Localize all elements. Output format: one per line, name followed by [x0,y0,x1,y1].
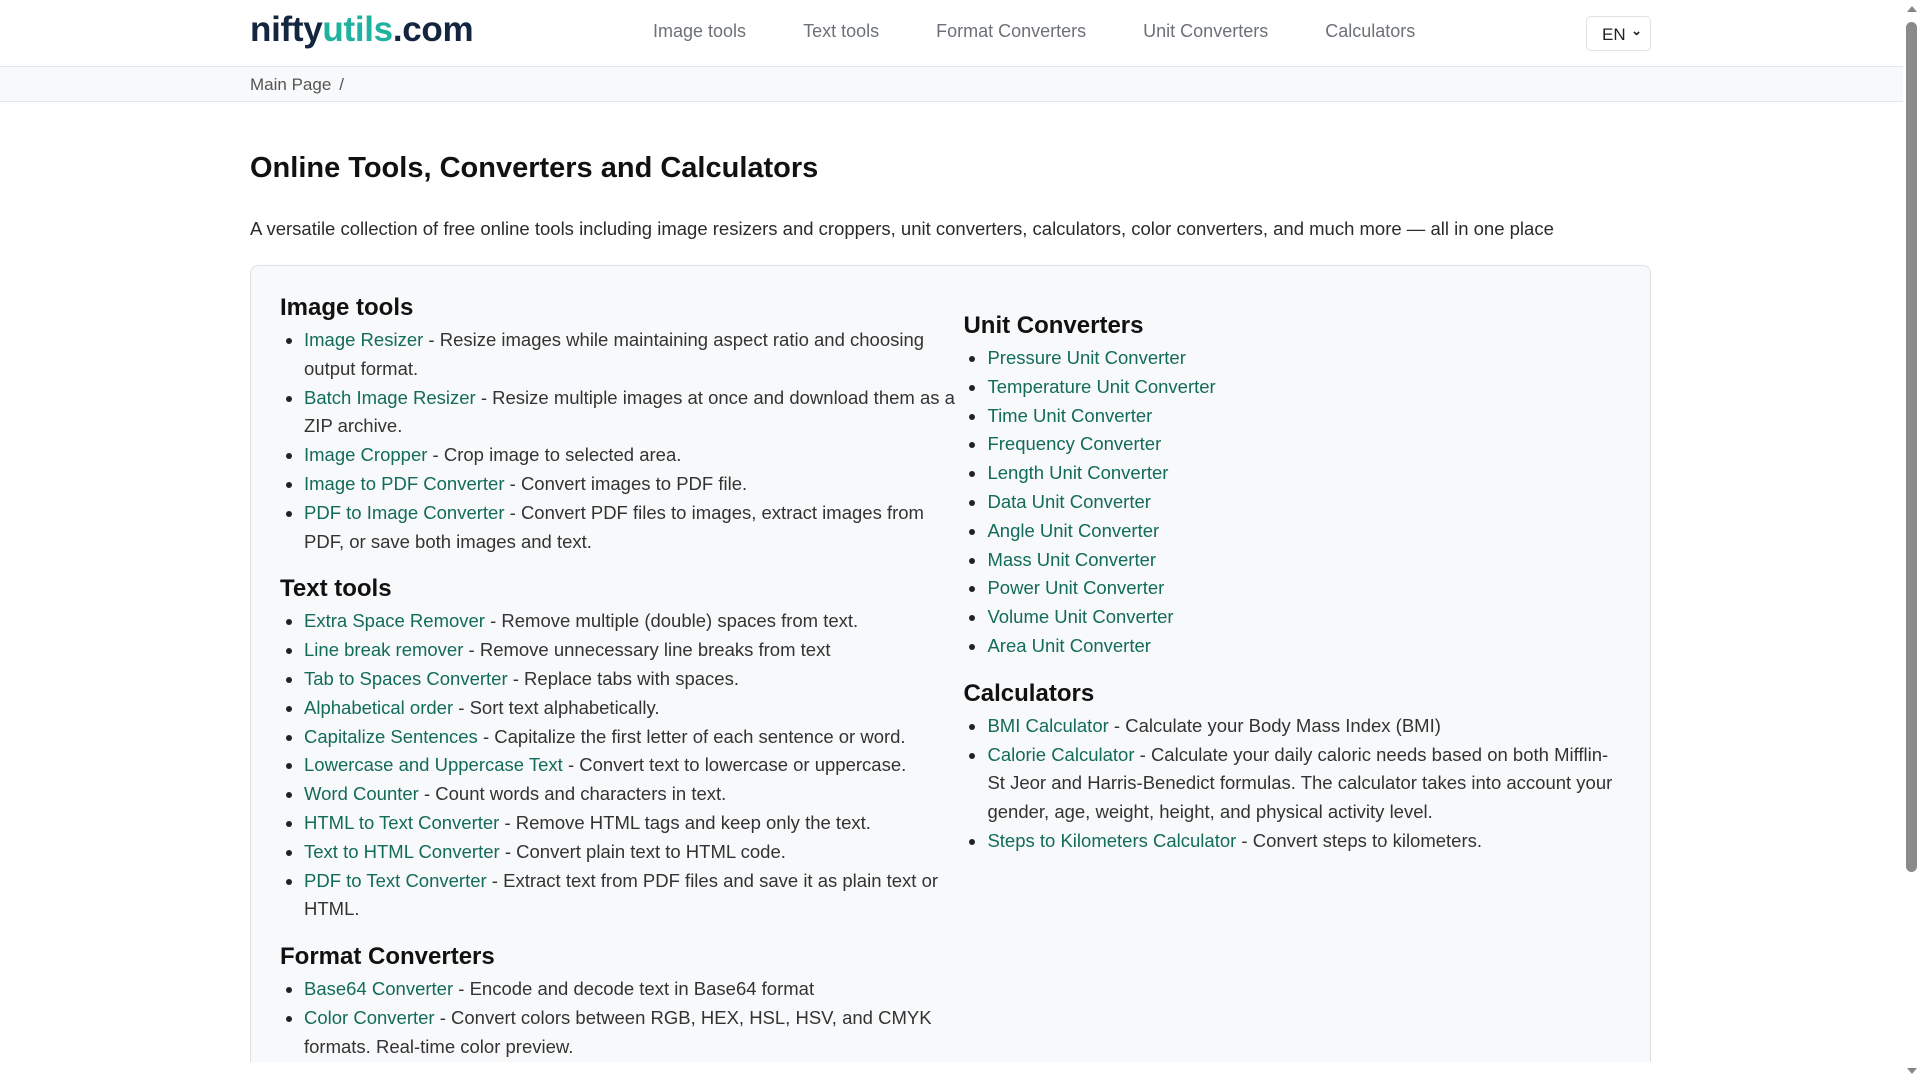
list-item [304,723,963,752]
tool-link-angle-unit-converter[interactable]: Angle Unit Converter [987,519,1160,541]
list-item [987,430,1621,459]
nav-format-converters[interactable]: Format Converters [936,21,1087,41]
tool-link-mass-unit-converter[interactable]: Mass Unit Converter [987,548,1157,570]
tool-link-volume-unit-converter[interactable]: Volume Unit Converter [987,606,1174,628]
section-heading: Format Converters [280,943,495,971]
tool-link-html-to-text-converter[interactable]: HTML to Text Converter [304,811,500,833]
tool-link-pdf-to-image-converter[interactable]: PDF to Image Converter [304,501,505,523]
section-calculators [963,680,1621,856]
tools-card [250,265,1651,1062]
list-item [987,574,1621,603]
tool-link-base64-converter[interactable]: Base64 Converter [304,978,454,1000]
list-item [304,780,963,809]
tool-description: - Sort text alphabetically. [453,696,660,718]
tool-description: - Resize multiple images at once and download them as a ZIP archive. [304,386,955,437]
list-item [304,838,963,867]
tool-link-temperature-unit-converter[interactable]: Temperature Unit Converter [987,375,1216,397]
breadcrumb [0,67,1903,102]
tool-description: - Resize images while maintaining aspect ratio and choosing output format. [304,329,925,379]
list-item [987,344,1621,373]
list-item [987,741,1621,827]
main-nav [653,21,1415,42]
tool-link-batch-image-resizer[interactable]: Batch Image Resizer [304,386,476,408]
tool-description: - Convert colors between RGB, HEX, HSL, HSV, and CMYK formats. Real-time color preview. [304,1006,932,1057]
section-heading: Image tools [280,294,414,321]
tool-list [280,975,963,1061]
tool-link-frequency-converter[interactable]: Frequency Converter [987,433,1162,455]
list-item [987,827,1621,856]
tool-description: - Crop image to selected area. [427,444,682,466]
left-column [280,294,963,1062]
tool-description: - Remove multiple (double) spaces from text. [484,610,859,632]
tool-description: - Remove HTML tags and keep only the text. [499,811,871,833]
list-item [987,488,1621,517]
list-item [987,402,1621,431]
language-select[interactable] [1586,16,1651,51]
list-item [304,867,963,925]
list-item [304,499,963,557]
tool-description: - Capitalize the first letter of each sentence or word. [477,725,906,747]
scrollbar[interactable] [1903,0,1920,1080]
tool-link-data-unit-converter[interactable]: Data Unit Converter [987,490,1151,512]
page-title: Online Tools, Converters and Calculators [250,152,819,184]
logo-accent: utils [322,10,393,49]
tool-link-tab-to-spaces-converter[interactable]: Tab to Spaces Converter [304,667,508,689]
list-item [304,665,963,694]
section-image-tools [280,294,963,556]
tool-description: - Convert plain text to HTML code. [499,840,786,862]
tool-link-lowercase-and-uppercase-text[interactable]: Lowercase and Uppercase Text [304,754,563,776]
section-text-tools [280,575,963,924]
tool-list [963,344,1621,661]
tool-link-image-to-pdf-converter[interactable]: Image to PDF Converter [304,472,505,494]
tool-link-calorie-calculator[interactable]: Calorie Calculator [987,743,1135,765]
tool-description: - Extract text from PDF files and save it as plain text or HTML. [304,869,939,920]
list-item [304,1004,963,1062]
tool-link-alphabetical-order[interactable]: Alphabetical order [304,696,454,718]
nav-calculators[interactable]: Calculators [1325,21,1416,41]
section-unit-converters [963,312,1621,661]
list-item [304,441,963,470]
tool-link-bmi-calculator[interactable]: BMI Calculator [987,714,1109,736]
logo-part: .com [392,10,474,49]
nav-unit-converters[interactable]: Unit Converters [1143,21,1269,41]
breadcrumb-separator: / [339,75,345,94]
tool-link-area-unit-converter[interactable]: Area Unit Converter [987,634,1151,656]
tool-link-length-unit-converter[interactable]: Length Unit Converter [987,462,1169,484]
tool-description: - Remove unnecessary line breaks from text [463,639,831,661]
list-item [304,809,963,838]
section-format-converters [280,943,963,1061]
list-item [987,712,1621,741]
tool-link-pdf-to-text-converter[interactable]: PDF to Text Converter [304,869,487,891]
tool-description: - Calculate your Body Mass Index (BMI) [1108,714,1441,736]
list-item [987,632,1621,661]
list-item [304,694,963,723]
tool-description: - Calculate your daily caloric needs based on both Mifflin-St Jeor and Harris-Benedict formulas. The calculator takes into account your gender, age, weight, height, and physical activity level. [987,743,1613,823]
list-item [987,459,1621,488]
list-item [987,603,1621,632]
list-item [304,975,963,1004]
tool-description: - Count words and characters in text. [418,783,727,805]
list-item [304,470,963,499]
tool-link-image-cropper[interactable]: Image Cropper [304,444,428,466]
scroll-up-icon[interactable] [1907,6,1917,12]
chevron-down-icon: ⌄ [1631,23,1642,38]
tool-description: - Encode and decode text in Base64 format [453,978,815,1000]
nav-text-tools[interactable]: Text tools [803,21,880,41]
logo-part: nifty [250,10,323,49]
tool-link-word-counter[interactable]: Word Counter [304,783,419,805]
tool-link-extra-space-remover[interactable]: Extra Space Remover [304,610,485,632]
nav-image-tools[interactable]: Image tools [653,21,747,41]
tool-list [963,712,1621,856]
list-item [304,607,963,636]
header [0,0,1903,67]
tool-link-text-to-html-converter[interactable]: Text to HTML Converter [304,840,500,862]
tool-list [280,607,963,924]
tool-link-time-unit-converter[interactable]: Time Unit Converter [987,404,1153,426]
page-description: A versatile collection of free online tools including image resizers and croppers, unit converters, calculators, color converters, and much more — all in one place [250,218,1554,239]
tool-description: - Convert text to lowercase or uppercase. [562,754,907,776]
list-item [304,326,963,384]
list-item [304,636,963,665]
section-heading: Unit Converters [963,312,1144,339]
list-item [987,546,1621,575]
language-value: EN [1602,25,1626,44]
tool-link-steps-to-kilometers-calculator[interactable]: Steps to Kilometers Calculator [987,829,1237,851]
list-item [987,373,1621,402]
list-item [304,384,963,442]
scrollbar-thumb[interactable] [1906,22,1917,872]
list-item [304,751,963,780]
tool-link-color-converter[interactable]: Color Converter [304,1006,435,1028]
tool-list [280,326,963,556]
tool-description: - Replace tabs with spaces. [507,667,739,689]
logo[interactable] [250,10,473,50]
scroll-down-icon[interactable] [1907,1068,1917,1074]
breadcrumb-main-page[interactable]: Main Page [250,75,332,94]
right-column [963,294,1621,1062]
section-heading: Calculators [963,679,1095,707]
section-heading: Text tools [280,575,392,603]
tool-link-pressure-unit-converter[interactable]: Pressure Unit Converter [987,347,1186,368]
tool-description: - Convert images to PDF file. [504,472,748,494]
list-item [987,517,1621,546]
tool-link-image-resizer[interactable]: Image Resizer [304,329,424,350]
tool-link-power-unit-converter[interactable]: Power Unit Converter [987,577,1165,599]
tool-description: - Convert PDF files to images, extract images from PDF, or save both images and text. [304,501,924,552]
tool-description: - Convert steps to kilometers. [1236,829,1483,851]
tool-link-line-break-remover[interactable]: Line break remover [304,639,464,661]
tool-link-capitalize-sentences[interactable]: Capitalize Sentences [304,725,478,747]
